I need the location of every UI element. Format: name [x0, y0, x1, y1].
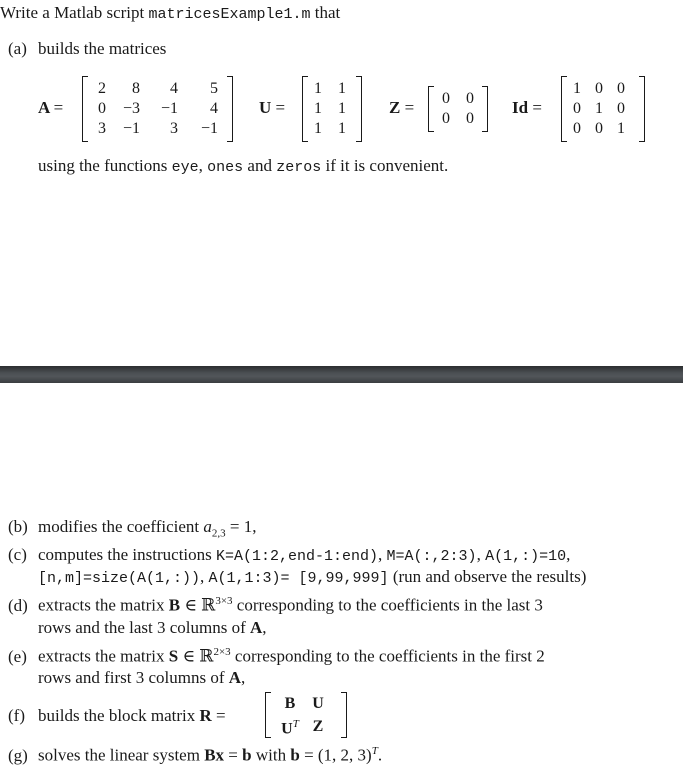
part-c-line1: (c) computes the instructions K=A(1:2,end-1:end), M=A(:,2:3), A(1,:)=10, — [8, 545, 571, 565]
intro-line — [0, 3, 340, 23]
part-a-footer: using the functions eye, ones and zeros if it is convenient. — [38, 156, 449, 176]
code-k: K=A(1:2,end-1:end) — [216, 548, 379, 565]
matrix-u-label: U = — [259, 98, 286, 117]
part-e-line1: (e) extracts the matrix S ∈ ℝ$^{2\times 3}$ corresponding to the coefficients in the first 2 — [8, 646, 545, 666]
intro-suffix: that — [310, 3, 341, 22]
left-bracket — [265, 692, 271, 738]
part-a-heading — [8, 39, 166, 59]
code-zeros: zeros — [276, 159, 322, 176]
part-a-text: builds the matrices — [38, 39, 167, 58]
block-matrix-r: B U $U^T$ Z — [265, 692, 347, 738]
code-ones: ones — [207, 159, 244, 176]
right-bracket — [341, 692, 347, 738]
left-bracket — [302, 76, 308, 142]
part-d-line2: rows and the last 3 columns of A, — [38, 618, 267, 637]
intro-text: Write a Matlab script — [0, 3, 149, 22]
right-bracket — [482, 86, 488, 132]
right-bracket — [356, 76, 362, 142]
left-bracket — [428, 86, 434, 132]
section-divider-bar — [0, 366, 683, 383]
left-bracket — [561, 76, 567, 142]
code-eye: eye — [171, 159, 199, 176]
part-a-label: (a) — [8, 39, 27, 58]
part-c-line2: [n,m]=size(A(1,:)), A(1,1:3)= [9,99,999] (run and observe the results) — [38, 567, 587, 587]
part-c-label: (c) — [8, 545, 27, 564]
part-f: (f) builds the block matrix R = — [8, 706, 226, 725]
code-a-row: A(1,:)=10 — [485, 548, 567, 565]
left-bracket — [82, 76, 88, 142]
part-b: (b) modifies the coefficient $a_{2,3} = 1$, — [8, 517, 257, 540]
matrix-z-label: Z = — [389, 98, 415, 117]
matrix-a-label: A = — [38, 98, 64, 117]
matrix-u: 1 1 1 1 1 1 — [302, 76, 362, 142]
code-size: [n,m]=size(A(1,:)) — [38, 570, 201, 587]
matrix-id-label: Id = — [512, 98, 542, 117]
code-m: M=A(:,2:3) — [386, 548, 477, 565]
part-e-label: (e) — [8, 646, 27, 666]
matrix-z: 0 0 0 0 — [428, 86, 488, 132]
part-g: (g) solves the linear system Bx = b with b = (1, 2, 3)$^T$. — [8, 745, 383, 765]
right-bracket — [227, 76, 233, 142]
part-g-label: (g) — [8, 745, 28, 765]
matrix-id: 1 0 0 0 1 0 0 0 1 — [561, 76, 645, 142]
part-d-line1: (d) extracts the matrix B ∈ ℝ$^{3\times 3}$ corresponding to the coefficients in the last 3 — [8, 595, 543, 615]
matrix-a: 2 8 4 5 0 −3 −1 4 3 −1 3 −1 — [82, 76, 233, 142]
part-b-label: (b) — [8, 517, 28, 536]
code-assign: A(1,1:3)= [9,99,999] — [208, 570, 389, 587]
part-e-line2: rows and first 3 columns of A, — [38, 668, 246, 687]
part-f-label: (f) — [8, 706, 25, 725]
right-bracket — [639, 76, 645, 142]
part-d-label: (d) — [8, 595, 28, 615]
script-filename: matricesExample1.m — [148, 6, 311, 23]
